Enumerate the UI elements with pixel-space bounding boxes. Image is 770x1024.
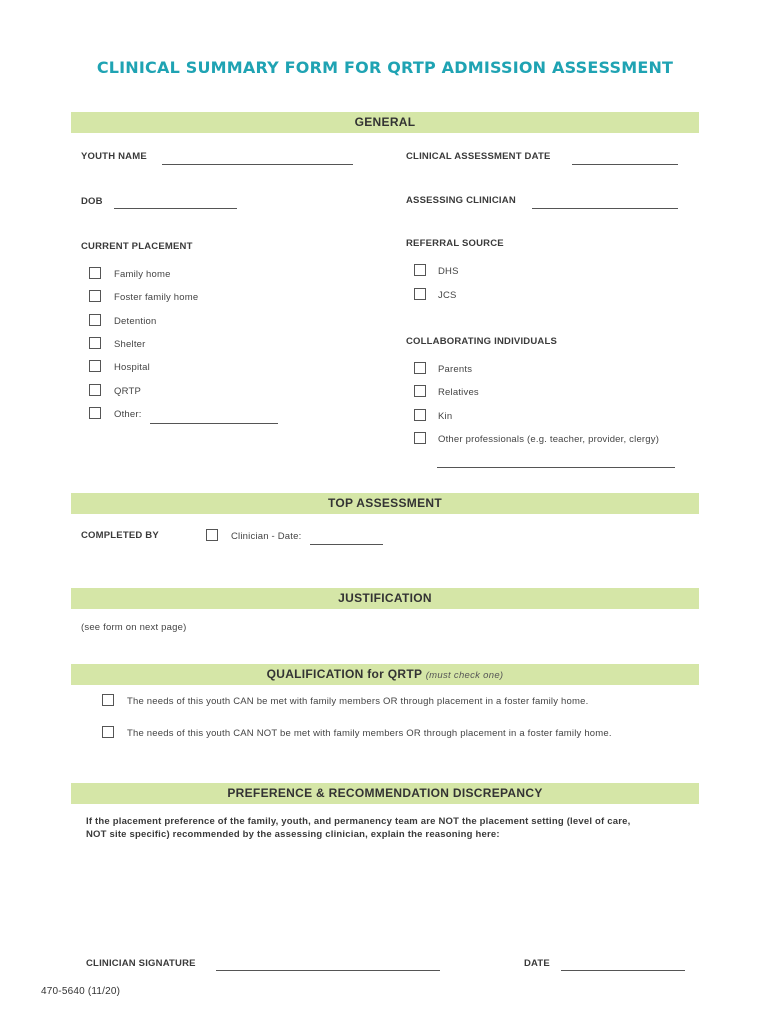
qualification-header-text: QUALIFICATION for QRTP [266, 667, 423, 681]
clinician-signature-field[interactable] [216, 970, 440, 971]
dob-label: DOB [81, 196, 103, 207]
clinical-assessment-date-field[interactable] [572, 164, 678, 165]
qualification-header-note: (must check one) [425, 670, 504, 681]
placement-other-checkbox[interactable] [89, 407, 101, 419]
referral-option-label: DHS [438, 266, 459, 277]
current-placement-label: CURRENT PLACEMENT [81, 241, 193, 252]
signature-date-label: DATE [524, 958, 550, 969]
referral-source-label: REFERRAL SOURCE [406, 238, 504, 249]
placement-option-label: Foster family home [114, 292, 199, 303]
placement-option-label: Other: [114, 409, 142, 420]
placement-family-home-checkbox[interactable] [89, 267, 101, 279]
section-header-top-assessment: TOP ASSESSMENT [71, 493, 699, 514]
placement-hospital-checkbox[interactable] [89, 360, 101, 372]
qualification-can-not-checkbox[interactable] [102, 726, 114, 738]
youth-name-label: YOUTH NAME [81, 151, 147, 162]
qualification-option-label: The needs of this youth CAN be met with family members OR through placement in a foster family home. [127, 696, 589, 707]
collaborating-individuals-label: COLLABORATING INDIVIDUALS [406, 336, 558, 347]
collaborating-option-label: Kin [438, 411, 453, 422]
placement-option-label: QRTP [114, 386, 142, 397]
section-header-general: GENERAL [71, 112, 699, 133]
collaborating-other-professionals-checkbox[interactable] [414, 432, 426, 444]
clinician-date-label: Clinician - Date: [231, 531, 302, 542]
placement-detention-checkbox[interactable] [89, 314, 101, 326]
completed-by-label: COMPLETED BY [81, 530, 159, 541]
collaborating-option-label: Relatives [438, 387, 479, 398]
section-header-discrepancy: PREFERENCE & RECOMMENDATION DISCREPANCY [71, 783, 699, 804]
collaborating-relatives-checkbox[interactable] [414, 385, 426, 397]
qualification-can-checkbox[interactable] [102, 694, 114, 706]
placement-option-label: Hospital [114, 362, 150, 373]
form-title: CLINICAL SUMMARY FORM FOR QRTP ADMISSION ASSESSMENT [96, 58, 674, 77]
signature-date-field[interactable] [561, 970, 685, 971]
dob-field[interactable] [114, 208, 237, 209]
collaborating-option-label: Parents [438, 364, 473, 375]
placement-option-label: Detention [114, 316, 157, 327]
placement-foster-family-home-checkbox[interactable] [89, 290, 101, 302]
referral-jcs-checkbox[interactable] [414, 288, 426, 300]
youth-name-field[interactable] [162, 164, 353, 165]
assessing-clinician-field[interactable] [532, 208, 678, 209]
collaborating-other-field[interactable] [437, 467, 675, 468]
placement-option-label: Family home [114, 269, 171, 280]
clinician-signature-label: CLINICIAN SIGNATURE [86, 958, 196, 969]
placement-option-label: Shelter [114, 339, 146, 350]
form-number: 470-5640 (11/20) [41, 986, 121, 997]
placement-shelter-checkbox[interactable] [89, 337, 101, 349]
section-header-justification: JUSTIFICATION [71, 588, 699, 609]
placement-other-field[interactable] [150, 423, 278, 424]
discrepancy-instruction-line2: NOT site specific) recommended by the assessing clinician, explain the reasoning here: [86, 829, 500, 840]
clinical-assessment-date-label: CLINICAL ASSESSMENT DATE [406, 151, 551, 162]
collaborating-parents-checkbox[interactable] [414, 362, 426, 374]
section-header-qualification [71, 664, 699, 685]
collaborating-kin-checkbox[interactable] [414, 409, 426, 421]
collaborating-option-label: Other professionals (e.g. teacher, provider, clergy) [438, 434, 660, 445]
assessing-clinician-label: ASSESSING CLINICIAN [406, 195, 516, 206]
discrepancy-instruction-line1: If the placement preference of the family, youth, and permanency team are NOT the placement setting (level of care, [86, 816, 631, 827]
clinician-date-checkbox[interactable] [206, 529, 218, 541]
referral-dhs-checkbox[interactable] [414, 264, 426, 276]
placement-qrtp-checkbox[interactable] [89, 384, 101, 396]
justification-note: (see form on next page) [81, 622, 187, 633]
qualification-option-label: The needs of this youth CAN NOT be met with family members OR through placement in a foster family home. [127, 728, 612, 739]
referral-option-label: JCS [438, 290, 457, 301]
clinician-date-field[interactable] [310, 544, 383, 545]
discrepancy-explanation-area[interactable] [86, 850, 686, 940]
